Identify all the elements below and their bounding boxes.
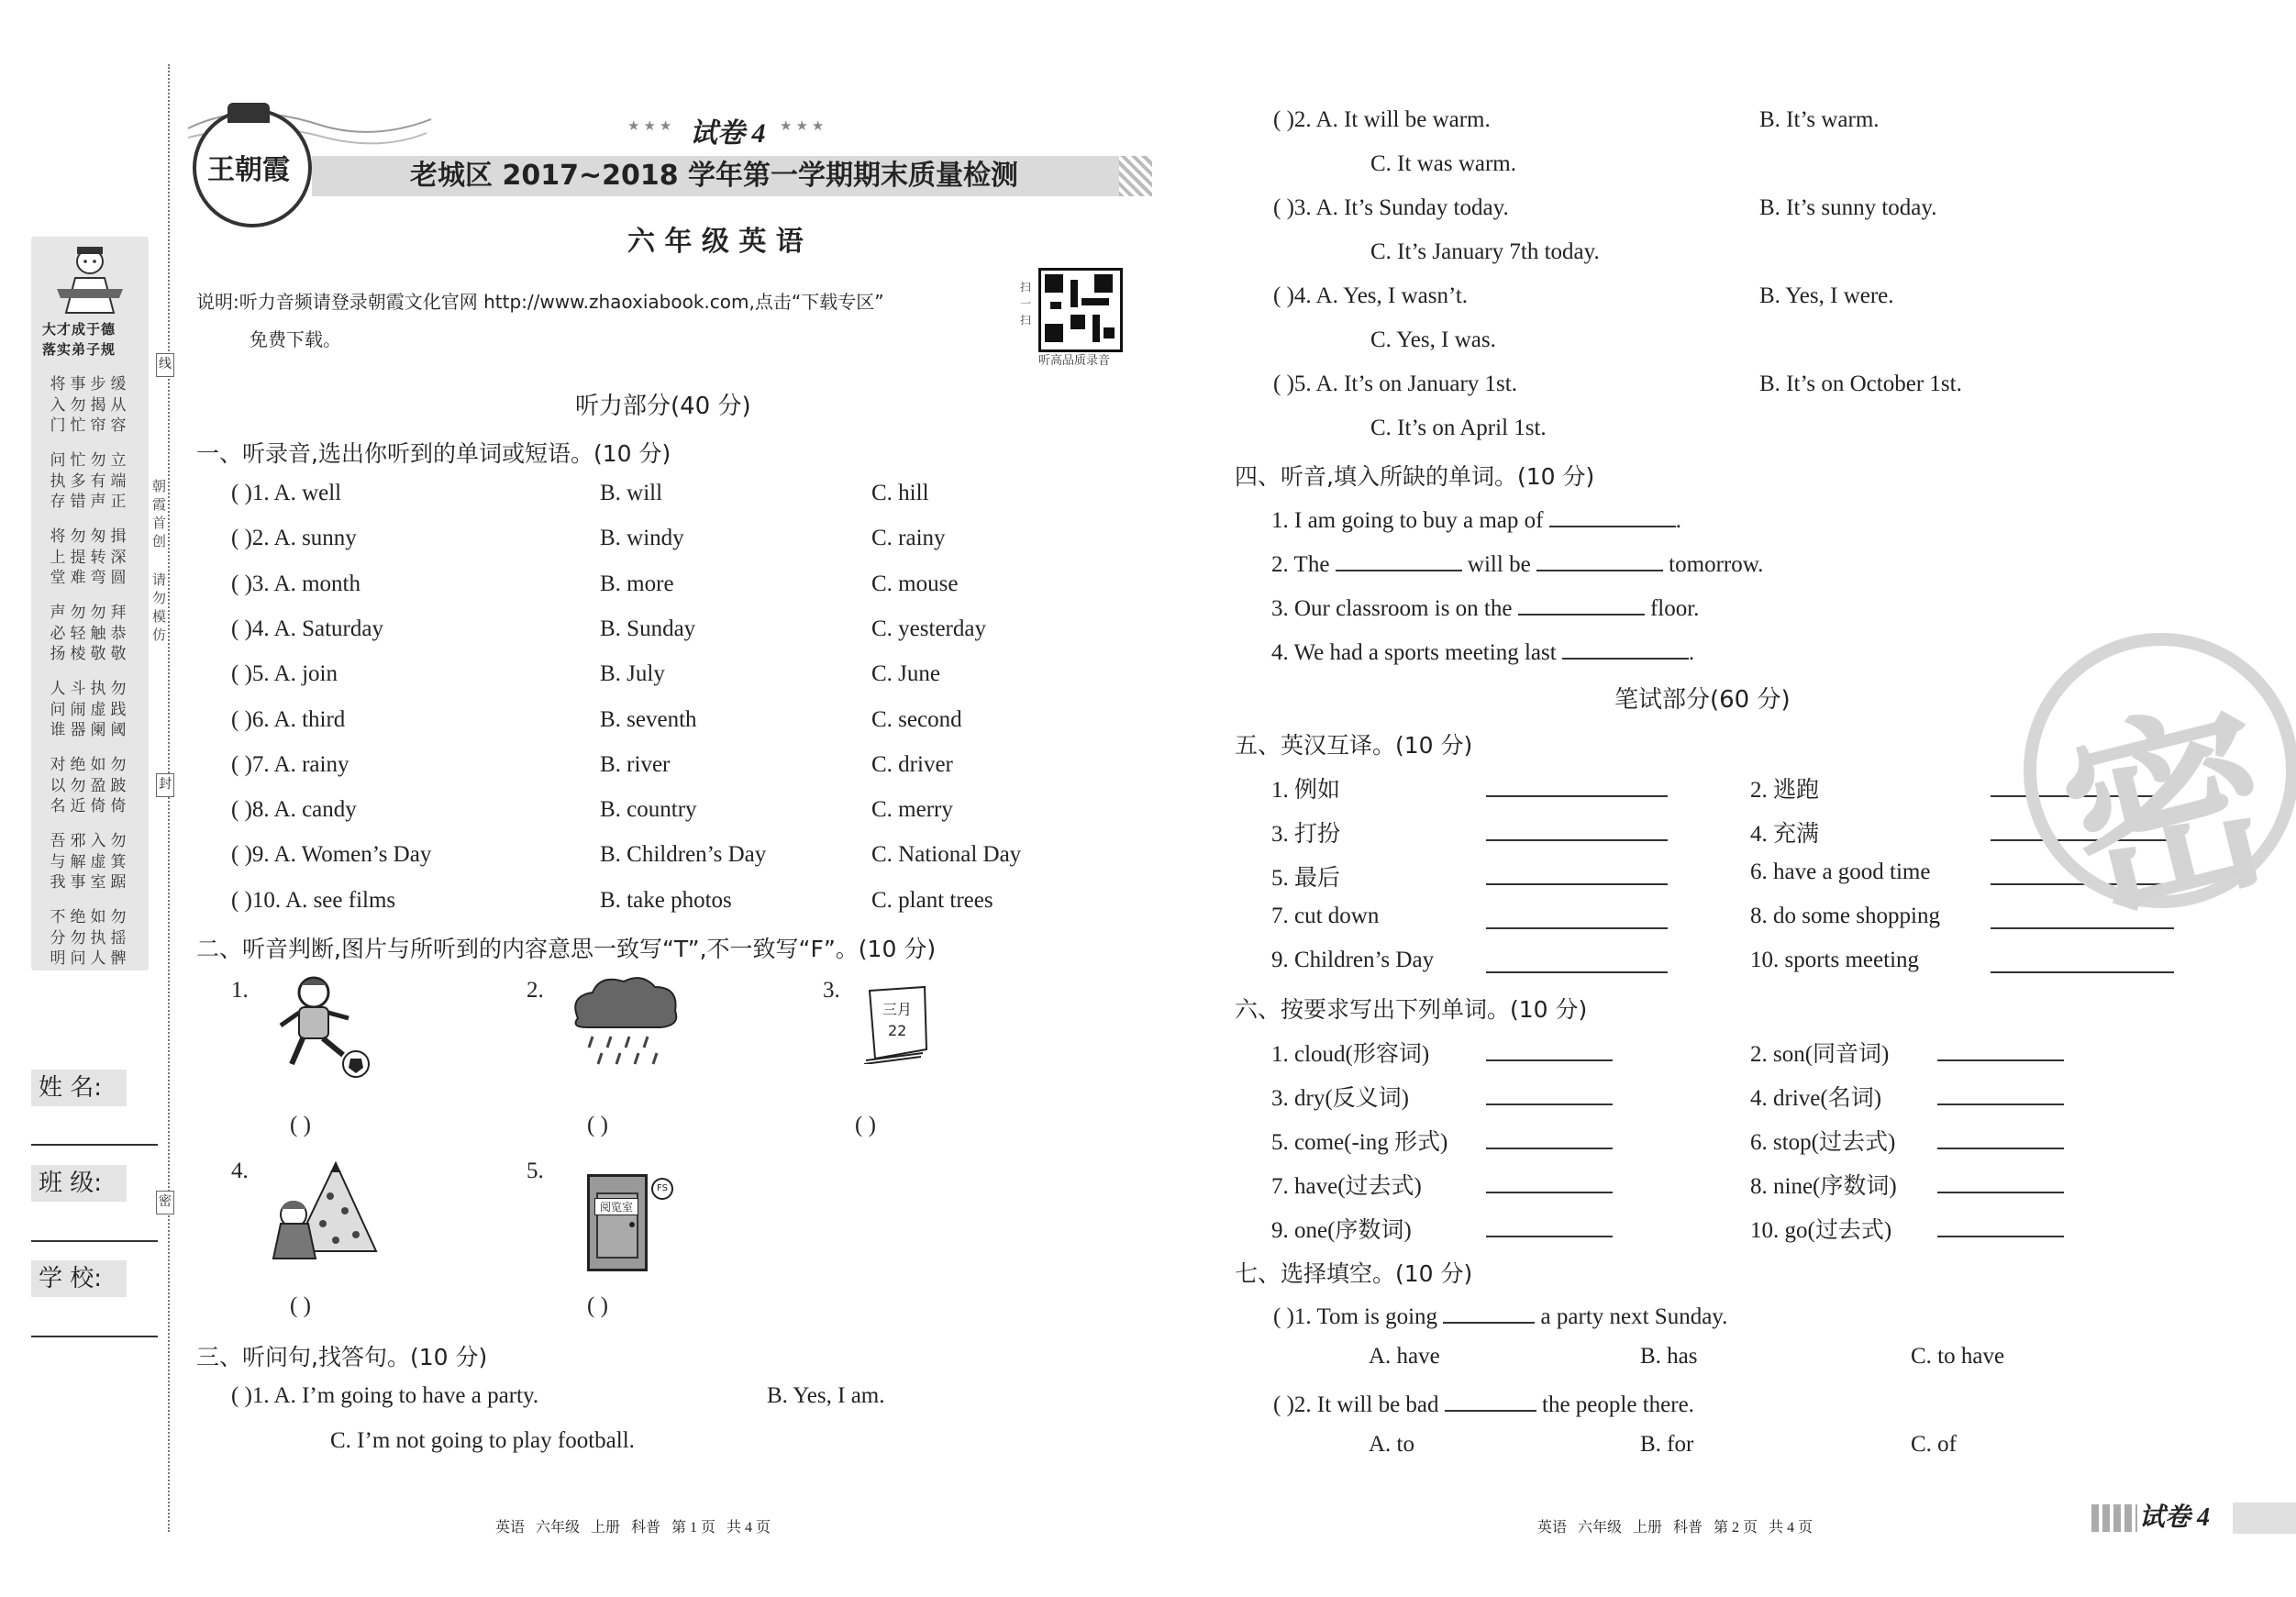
sec3-q1-b: B. Yes, I am. — [767, 1383, 885, 1408]
sec1-item-8-b: B. country — [600, 797, 697, 823]
motto-column: 步揭帘 — [90, 375, 106, 435]
sec6-right-3: 6. stop(过去式) — [1750, 1130, 1896, 1155]
sec7-q2-text-a: ( )2. It will be bad — [1273, 1392, 1439, 1417]
sec5-left-4: 7. cut down — [1271, 904, 1380, 928]
gutter-vertical-2: 请勿模仿 — [152, 571, 167, 643]
exam-title: 老城区 2017~2018 学年第一学期期末质量检测 — [410, 160, 1019, 192]
motto-head-1: 大才成于德 — [42, 321, 116, 338]
sec5-right-3: 6. have a good time — [1750, 859, 1931, 884]
sec1-item-7-b: B. river — [600, 751, 671, 777]
motto-column: 勿触敬 — [90, 604, 106, 663]
sec1-item-6-b: B. seventh — [600, 706, 697, 732]
sec7-q1-opt-b: B. has — [1640, 1344, 1698, 1369]
footer-badge: 试卷 4 — [2139, 1503, 2211, 1532]
sec6-right-1: 2. son(同音词) — [1750, 1042, 1890, 1067]
footer-badge-pattern — [2091, 1504, 2137, 1532]
sec3-q5-b: B. It’s on October 1st. — [1759, 372, 1962, 396]
sec1-item-5-c: C. June — [871, 661, 940, 687]
sec6-answer-line[interactable] — [1937, 1059, 2064, 1061]
motto-column: 不分明 — [50, 908, 66, 968]
sec1-item-6-num: ( )6. A. third — [231, 706, 346, 732]
sec3-q3-c: C. It’s January 7th today. — [1370, 239, 1600, 264]
sec1-item-9-b: B. Children’s Day — [600, 842, 767, 868]
sec1-item-10-c: C. plant trees — [871, 887, 993, 913]
sec1-item-7-c: C. driver — [871, 751, 953, 777]
sec1-item-10-b: B. take photos — [600, 887, 732, 913]
sec4-blank-1[interactable] — [1549, 504, 1676, 527]
sec6-left-2: 3. dry(反义词) — [1271, 1086, 1409, 1111]
secret-seal-char: 密 — [2042, 674, 2296, 952]
sec7-q1 — [1273, 1300, 1727, 1330]
motto-column: 事勿忙 — [70, 375, 86, 435]
section-1-title: 一、听录音,选出你听到的单词或短语。(10 分) — [196, 440, 671, 467]
sec1-item-2-num: ( )2. A. sunny — [231, 526, 357, 551]
door-sign: 阅览室 — [594, 1198, 638, 1215]
sec6-left-3: 5. come(-ing 形式) — [1271, 1130, 1448, 1155]
name-field[interactable] — [31, 1144, 158, 1146]
boy-football-picture — [272, 972, 378, 1082]
sec3-q1-c: C. I’m not going to play football. — [330, 1428, 635, 1453]
sec4-line-2 — [1271, 548, 1763, 578]
motto-column: 将入门 — [50, 375, 66, 435]
pic-5-number: 5. — [527, 1159, 544, 1183]
sec4-line-3-end: floor. — [1649, 596, 1700, 621]
sec4-line-2-text-a: 2. The — [1271, 552, 1330, 577]
sec5-right-2: 4. 充满 — [1750, 822, 1820, 847]
motto-column: 邪解事 — [70, 832, 86, 892]
sec1-item-10-num: ( )10. A. see films — [231, 887, 396, 913]
sec1-item-4-num: ( )4. A. Saturday — [231, 616, 383, 641]
qr-caption: 听高品质录音 — [1038, 354, 1111, 368]
sec7-q2-opt-c: C. of — [1911, 1432, 1957, 1457]
sec7-q1-text-b: a party next Sunday. — [1540, 1304, 1728, 1329]
motto-column: 勿有声 — [90, 451, 106, 511]
calendar-day: 22 — [888, 1022, 907, 1039]
sec5-right-1: 2. 逃跑 — [1750, 778, 1820, 803]
sec1-item-8-num: ( )8. A. candy — [231, 797, 357, 823]
sec6-answer-line[interactable] — [1937, 1148, 2064, 1149]
exam-badge: 试卷 4 — [690, 118, 766, 149]
sec7-q1-opt-a: A. have — [1369, 1344, 1440, 1369]
sec5-left-2: 3. 打扮 — [1271, 822, 1341, 847]
sec6-answer-line[interactable] — [1486, 1059, 1613, 1061]
sec4-blank-4[interactable] — [1562, 636, 1689, 660]
motto-column: 绝勿近 — [70, 756, 86, 815]
section-2-title: 二、听音判断,图片与所听到的内容意思一致写“T”,不一致写“F”。(10 分) — [196, 936, 937, 962]
name-label: 姓 名: — [31, 1070, 127, 1106]
title-band-pattern — [1119, 156, 1152, 196]
sec3-q3-a: ( )3. A. It’s Sunday today. — [1273, 195, 1509, 220]
stars-right: ★★★ — [780, 117, 828, 134]
motto-column: 执虚阑 — [90, 680, 106, 739]
motto-column: 揖深圆 — [110, 527, 127, 587]
motto-column: 勿践阈 — [110, 680, 127, 739]
pic-3-number: 3. — [823, 978, 840, 1003]
pic-4-number: 4. — [231, 1159, 249, 1183]
sec1-item-3-c: C. mouse — [871, 571, 959, 596]
sec4-blank-2b[interactable] — [1536, 548, 1663, 571]
sec6-answer-line[interactable] — [1486, 1103, 1613, 1105]
note-line-2: 免费下载。 — [250, 328, 341, 350]
sec1-item-9-num: ( )9. A. Women’s Day — [231, 842, 432, 868]
door-knob — [629, 1222, 635, 1227]
motto-column: 入虚室 — [90, 832, 106, 892]
sec1-item-4-c: C. yesterday — [871, 616, 986, 641]
sec7-q2 — [1273, 1388, 1694, 1418]
sec1-item-3-num: ( )3. A. month — [231, 571, 360, 596]
sec5-left-3: 5. 最后 — [1271, 866, 1341, 891]
pic-1-number: 1. — [231, 978, 249, 1003]
gutter-mark-line: 线 — [156, 353, 174, 377]
sec4-line-4-end: . — [1688, 640, 1695, 665]
sec1-item-7-num: ( )7. A. rainy — [231, 751, 349, 777]
footer-page-2: 英语 六年级 上册 科普 第 2 页 共 4 页 — [1537, 1520, 1814, 1536]
motto-column: 如执人 — [90, 908, 106, 968]
sec6-left-5: 9. one(序数词) — [1271, 1218, 1412, 1243]
motto-column: 将上堂 — [50, 527, 66, 587]
pic-1-answer[interactable]: ( ) — [290, 1113, 311, 1137]
motto-column: 忙多错 — [70, 451, 86, 511]
motto-column: 立端正 — [110, 451, 127, 511]
sec1-item-4-b: B. Sunday — [600, 616, 696, 641]
note-line-1: 说明:听力音频请登录朝霞文化官网 http://www.zhaoxiabook.com,点击“下载专区” — [196, 291, 884, 313]
motto-column: 勿轻棱 — [70, 604, 86, 663]
sec5-answer-line[interactable] — [1486, 839, 1668, 841]
footer-badge-bar — [2233, 1503, 2296, 1534]
motto-column: 勿箕踞 — [110, 832, 127, 892]
sec4-line-3 — [1271, 592, 1699, 622]
motto-column: 如盈倚 — [90, 756, 106, 815]
sec3-q1-a: ( )1. A. I’m going to have a party. — [231, 1383, 539, 1408]
sec4-line-4-text: 4. We had a sports meeting last — [1271, 640, 1557, 665]
sec6-answer-line[interactable] — [1486, 1148, 1613, 1149]
sec7-q2-opt-b: B. for — [1640, 1432, 1694, 1457]
motto-column: 对以名 — [50, 756, 66, 815]
christmas-tree-picture — [266, 1159, 382, 1262]
sec3-q4-a: ( )4. A. Yes, I wasn’t. — [1273, 283, 1469, 308]
sec1-item-5-b: B. July — [600, 661, 665, 687]
pic-2-answer[interactable]: ( ) — [587, 1113, 608, 1137]
binding-dotted-line — [168, 64, 170, 1532]
sec6-right-4: 8. nine(序数词) — [1750, 1174, 1897, 1199]
class-field[interactable] — [31, 1240, 158, 1242]
logo-crown — [227, 103, 270, 123]
scholar-illustration — [48, 243, 132, 316]
qr-side-label: 扫一扫 — [1020, 281, 1032, 327]
sec7-q1-opt-c: C. to have — [1911, 1344, 2005, 1369]
sec5-right-5: 10. sports meeting — [1750, 948, 1920, 972]
section-3-title: 三、听问句,找答句。(10 分) — [196, 1344, 488, 1370]
sec6-answer-line[interactable] — [1937, 1103, 2064, 1105]
sec5-right-4: 8. do some shopping — [1750, 904, 1940, 928]
sec1-item-5-num: ( )5. A. join — [231, 661, 338, 687]
pic-3-answer[interactable]: ( ) — [855, 1113, 876, 1137]
gutter-vertical-1: 朝霞首创 — [152, 478, 167, 549]
sec7-blank-2[interactable] — [1445, 1388, 1536, 1412]
motto-column: 人问谁 — [50, 680, 66, 739]
logo-text: 王朝霞 — [207, 155, 290, 185]
sec3-q5-a: ( )5. A. It’s on January 1st. — [1273, 372, 1517, 396]
motto-column: 声必扬 — [50, 604, 66, 663]
sec4-line-2-text-c: tomorrow. — [1669, 552, 1764, 577]
class-label: 班 级: — [31, 1165, 127, 1202]
sec5-answer-line[interactable] — [1486, 883, 1668, 885]
sec7-blank-1[interactable] — [1443, 1300, 1535, 1324]
sec3-q4-b: B. Yes, I were. — [1759, 283, 1894, 308]
section-4-title: 四、听音,填入所缺的单词。(10 分) — [1235, 463, 1595, 490]
sec4-line-1-end: . — [1675, 508, 1681, 533]
sec5-answer-line[interactable] — [1486, 795, 1668, 797]
sec3-q2-c: C. It was warm. — [1370, 151, 1516, 176]
sec5-answer-line[interactable] — [1486, 927, 1668, 929]
qr-code[interactable] — [1038, 268, 1123, 352]
sec7-q2-opt-a: A. to — [1369, 1432, 1414, 1457]
sec3-q5-c: C. It’s on April 1st. — [1370, 416, 1547, 440]
sec7-q2-text-b: the people there. — [1542, 1392, 1694, 1417]
motto-column: 勿揺髀 — [110, 908, 127, 968]
pic-5-answer[interactable]: ( ) — [587, 1293, 608, 1318]
sec6-answer-line[interactable] — [1937, 1192, 2064, 1193]
sec4-line-3-text: 3. Our classroom is on the — [1271, 596, 1513, 621]
sec3-q2-a: ( )2. A. It will be warm. — [1273, 107, 1491, 132]
stars-left: ★★★ — [627, 117, 676, 134]
calendar-month: 三月 — [882, 1001, 913, 1018]
sec3-q2-b: B. It’s warm. — [1759, 107, 1880, 132]
school-field[interactable] — [31, 1336, 158, 1337]
school-label: 学 校: — [31, 1260, 127, 1297]
listening-part-title: 听力部分(40 分) — [575, 393, 751, 420]
sec4-line-2-text-b: will be — [1467, 552, 1531, 577]
sec5-answer-line[interactable] — [1991, 971, 2174, 973]
rain-cloud-picture — [565, 972, 684, 1073]
sec3-q3-b: B. It’s sunny today. — [1759, 195, 1937, 220]
motto-column: 绝勿问 — [70, 908, 86, 968]
sec6-answer-line[interactable] — [1486, 1192, 1613, 1193]
sec5-left-1: 1. 例如 — [1271, 778, 1341, 803]
sec5-answer-line[interactable] — [1486, 971, 1668, 973]
sec1-item-1-c: C. hill — [871, 481, 929, 505]
sec6-answer-line[interactable] — [1486, 1236, 1613, 1237]
sec1-item-2-b: B. windy — [600, 526, 684, 551]
pic-4-answer[interactable]: ( ) — [290, 1293, 311, 1318]
sec4-line-4 — [1271, 636, 1694, 666]
sec6-right-2: 4. drive(名词) — [1750, 1086, 1882, 1111]
sec4-line-1-text: 1. I am going to buy a map of — [1271, 508, 1544, 533]
sec4-blank-3[interactable] — [1518, 592, 1645, 616]
motto-column: 问执存 — [50, 451, 66, 511]
sec6-answer-line[interactable] — [1937, 1236, 2064, 1237]
motto-column: 匆转弯 — [90, 527, 106, 587]
sec7-q1-text-a: ( )1. Tom is going — [1273, 1304, 1438, 1329]
motto-column: 缓从容 — [110, 375, 127, 435]
section-6-title: 六、按要求写出下列单词。(10 分) — [1235, 996, 1588, 1023]
pic-2-number: 2. — [527, 978, 544, 1003]
footer-page-1: 英语 六年级 上册 科普 第 1 页 共 4 页 — [495, 1520, 771, 1536]
sec1-item-1-b: B. will — [600, 481, 663, 505]
motto-column: 斗闹器 — [70, 680, 86, 739]
gutter-mark-seal: 封 — [156, 773, 174, 797]
sec6-right-5: 10. go(过去式) — [1750, 1218, 1892, 1243]
motto-column: 勿跛倚 — [110, 756, 127, 815]
exam-subtitle: 六 年 级 英 语 — [627, 226, 804, 258]
sec6-left-4: 7. have(过去式) — [1271, 1174, 1422, 1199]
door-badge-icon: FS — [651, 1178, 673, 1200]
sec1-item-9-c: C. National Day — [871, 842, 1022, 868]
sec1-item-3-b: B. more — [600, 571, 674, 596]
sec5-left-5: 9. Children’s Day — [1271, 948, 1435, 972]
section-5-title: 五、英汉互译。(10 分) — [1235, 732, 1473, 759]
motto-column: 勿提难 — [70, 527, 86, 587]
motto-column: 拜恭敬 — [110, 604, 127, 663]
sec6-left-1: 1. cloud(形容词) — [1271, 1042, 1430, 1067]
sec3-q4-c: C. Yes, I was. — [1370, 327, 1496, 352]
sec4-line-1 — [1271, 504, 1681, 534]
sec1-item-2-c: C. rainy — [871, 526, 946, 551]
sec1-item-8-c: C. merry — [871, 797, 953, 823]
written-part-title: 笔试部分(60 分) — [1614, 686, 1791, 714]
motto-column: 吾与我 — [50, 832, 66, 892]
section-7-title: 七、选择填空。(10 分) — [1235, 1260, 1473, 1287]
gutter-mark-secret: 密 — [156, 1191, 174, 1214]
sec1-item-6-c: C. second — [871, 706, 962, 732]
sec4-blank-2a[interactable] — [1336, 548, 1462, 571]
motto-head-2: 落实弟子规 — [42, 341, 116, 358]
sec1-item-1-num: ( )1. A. well — [231, 481, 342, 505]
